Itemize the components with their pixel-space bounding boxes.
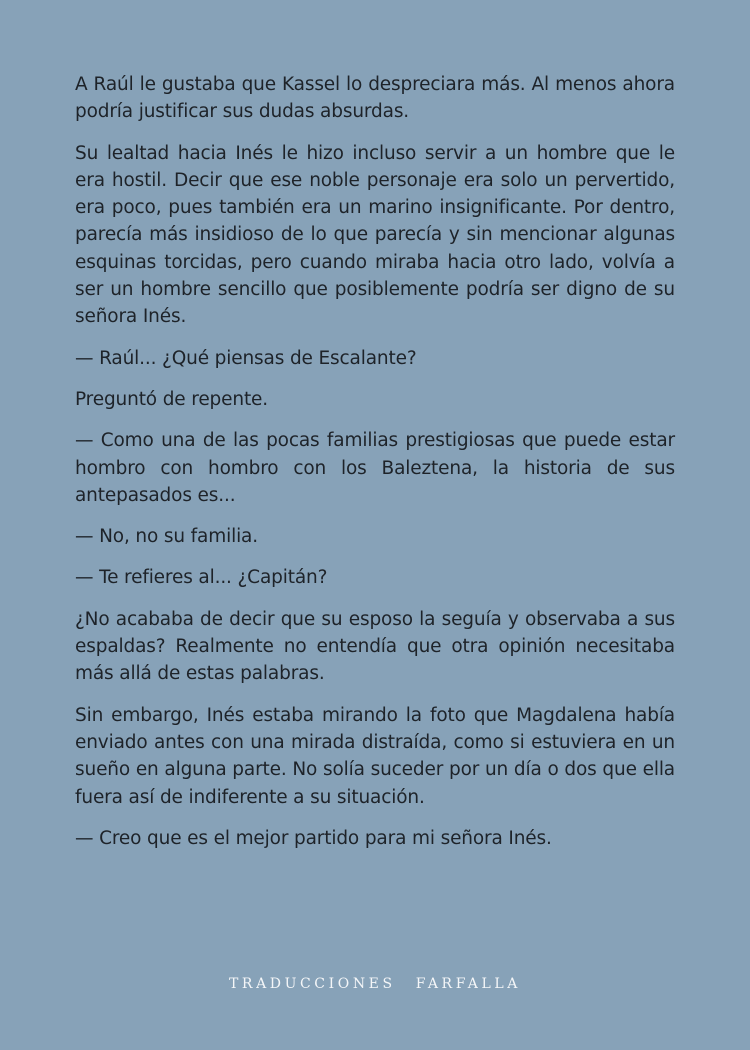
paragraph: ¿No acababa de decir que su esposo la seguía y observaba a sus espaldas? Realmente no entendía que otra opinión necesitaba más allá de estas palabras. [75,608,675,685]
footer-credit: TRADUCCIONES FARFALLA [228,976,521,992]
paragraph: — Raúl... ¿Qué piensas de Escalante? [75,347,417,369]
paragraph: — No, no su familia. [75,526,258,548]
paragraph: — Como una de las pocas familias prestigiosas que puede estar hombro con hombro con los Baleztena, la historia de sus antepasados es... [75,430,675,506]
paragraph: Su lealtad hacia Inés le hizo incluso servir a un hombre que le era hostil. Decir que ese noble personaje era solo un pervertido, era poco, pues también era un marino insignificante. Por dentro, parecía más insidioso de lo que parecía y sin mencionar algunas esquinas torcidas, pero cuando miraba hacia otro lado, volvía a ser un hombre sencillo que posiblemente podría ser digno de su señora Inés. [75,142,675,328]
paragraph: A Raúl le gustaba que Kassel lo despreciara más. Al menos ahora podría justificar sus dudas absurdas. [75,74,675,123]
paragraph: — Te refieres al... ¿Capitán? [75,567,328,589]
paragraph: Preguntó de repente. [75,388,269,410]
paragraph: — Creo que es el mejor partido para mi señora Inés. [75,827,552,849]
paragraph: Sin embargo, Inés estaba mirando la foto que Magdalena había enviado antes con una mirada distraída, como si estuviera en un sueño en alguna parte. No solía suceder por un día o dos que ella fuera así de indiferente a su situación. [75,704,675,808]
document-body [75,71,675,866]
